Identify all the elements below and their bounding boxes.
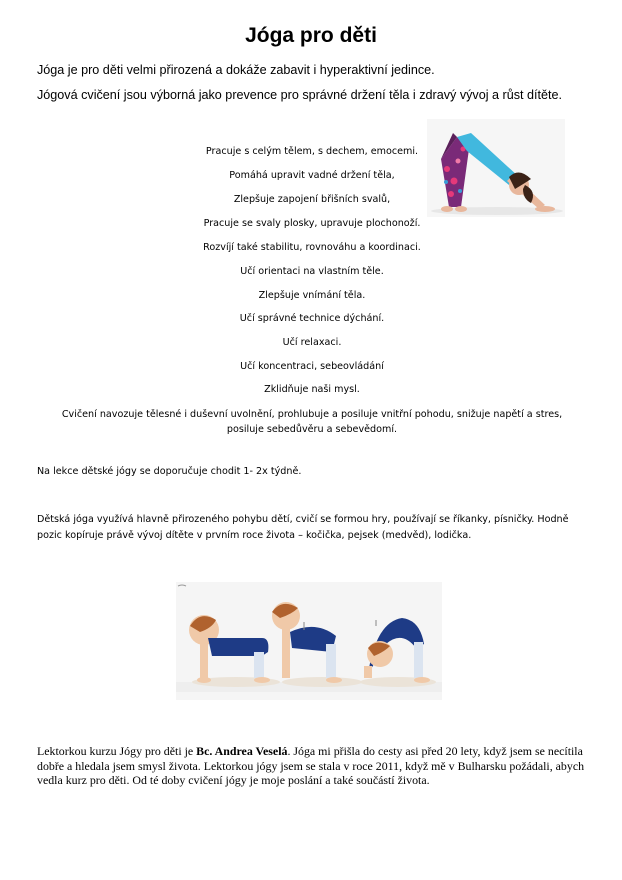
description-text: Dětská jóga využívá hlavně přirozeného pohybu dětí, cvičí se formou hry, používají se říkanky, písničky. Hodně pozic kopíruje právě vývoj dítěte v prvním roce života – kočička, pejsek (medvěd), lodička.: [37, 514, 569, 541]
kids-yoga-illustration: [176, 582, 442, 700]
benefit-item: Učí správné technice dýchání.: [239, 313, 385, 324]
intro-line-2: Jógová cvičení jsou výborná jako prevence pro správné držení těla i zdravý vývoj a růst dítěte.: [37, 88, 563, 102]
page-title: Jóga pro děti: [245, 24, 377, 47]
frequency-text: Na lekce dětské jógy se doporučuje chodit 1- 2x týdně.: [37, 466, 302, 477]
lector-text: . Jóga mi přišla do cesty asi před 20 lety, když jsem se necítila dobře a hledala jsem smysl života. Lektorkou jógy jsem se stala v roce 2011, když mě v Bulharsku požádali, abych vedla kurz pro děti. Od té doby cvičení jógy je moje poslání a také součástí života.: [37, 744, 585, 787]
benefit-item: Pomáhá upravit vadné držení těla,: [229, 170, 395, 181]
summary-text: Cvičení navozuje tělesné i duševní uvolnění, prohlubuje a posiluje vnitřní pohodu, snižuje napětí a stres, posiluje sebedůvěru a sebevědomí.: [61, 409, 563, 435]
benefit-item: Zklidňuje naši mysl.: [264, 384, 360, 395]
intro-line-1: Jóga je pro děti velmi přirozená a dokáže zabavit i hyperaktivní jedince.: [37, 63, 435, 77]
lector-name: Bc. Andrea Veselá: [196, 744, 288, 758]
benefit-item: Učí orientaci na vlastním těle.: [240, 266, 384, 277]
benefit-item: Učí koncentraci, sebeovládání: [240, 361, 384, 372]
benefit-item: Rozvíjí také stabilitu, rovnováhu a koordinaci.: [203, 242, 421, 253]
benefit-item: Zlepšuje zapojení břišních svalů,: [233, 194, 391, 205]
benefit-item: Pracuje s celým tělem, s dechem, emocemi.: [205, 146, 419, 157]
lector-prefix: Lektorkou kurzu Jógy pro děti je: [37, 744, 197, 758]
benefit-item: Pracuje se svaly plosky, upravuje plochonoží.: [203, 218, 421, 229]
benefit-item: Zlepšuje vnímání těla.: [258, 290, 366, 301]
lector-paragraph: [37, 744, 591, 788]
benefit-item: Učí relaxaci.: [282, 337, 342, 348]
